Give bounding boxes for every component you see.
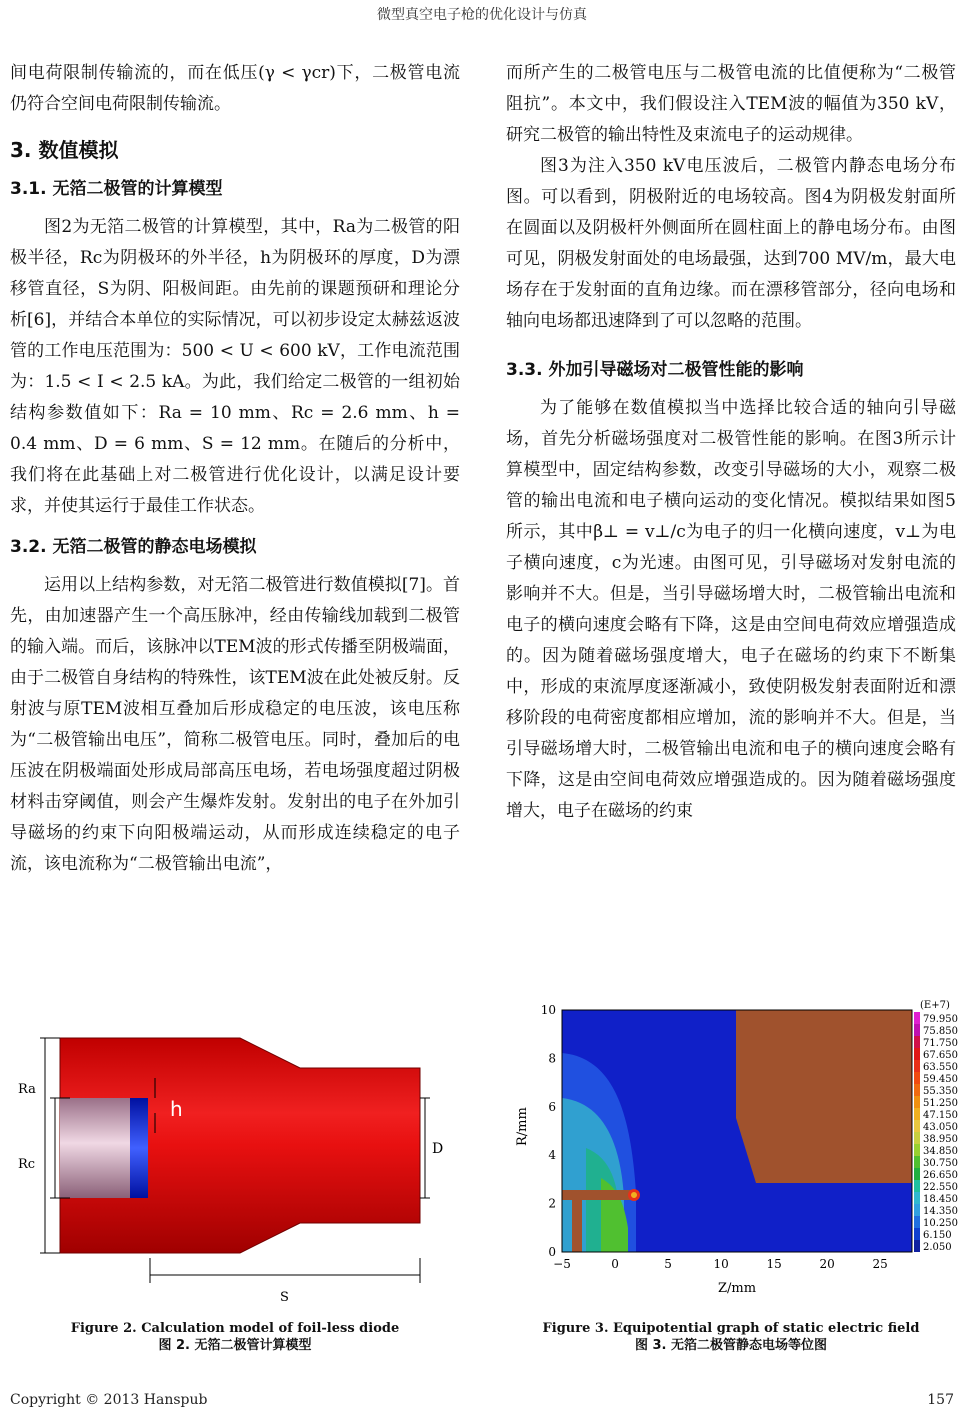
scale-value: 55.350 bbox=[923, 1086, 958, 1097]
left-column bbox=[10, 58, 460, 880]
running-header: 微型真空电子枪的优化设计与仿真 bbox=[377, 7, 587, 23]
scale-value: 34.850 bbox=[923, 1146, 958, 1157]
paragraph: 图3为注入350 kV电压波后，二极管内静态电场分布图。可以看到，阴极附近的电场较高。图4为阴极发射面所在圆面以及阴极杆外侧面所在圆柱面上的静电场分布。由图可见，阴极发射面处的电场最强，达到700 MV/m，最大电场存在于发射面的直角边缘。而在漂移管部分，径向电场和轴向电场都迅速降到了可以忽略的范围。 bbox=[506, 156, 956, 331]
scale-swatch bbox=[914, 1168, 920, 1180]
right-column bbox=[506, 58, 956, 827]
scale-value: 63.550 bbox=[923, 1062, 958, 1073]
x-axis-label: Z/mm bbox=[718, 1281, 757, 1296]
subsection-heading: 3.1. 无箔二极管的计算模型 bbox=[10, 179, 223, 199]
figure-3-caption-en: Figure 3. Equipotential graph of static electric field bbox=[542, 1321, 920, 1336]
scale-swatch bbox=[914, 1144, 920, 1156]
y-tick-label: 8 bbox=[548, 1051, 556, 1066]
figure-2-caption bbox=[10, 1320, 460, 1354]
scale-swatch bbox=[914, 1084, 920, 1096]
paragraph: 而所产生的二极管电压与二极管电流的比值便称为“二极管阻抗”。本文中，我们假设注入TEM波的幅值为350 kV，研究二极管的输出特性及束流电子的运动规律。 bbox=[506, 63, 956, 145]
scale-value: 79.950 bbox=[923, 1014, 958, 1025]
x-tick-label: −5 bbox=[553, 1257, 571, 1271]
scale-value: 22.550 bbox=[923, 1182, 958, 1193]
section-heading: 3. 数值模拟 bbox=[10, 138, 119, 162]
label-s: S bbox=[280, 1290, 289, 1305]
figure-2-caption-en: Figure 2. Calculation model of foil-less diode bbox=[70, 1321, 400, 1336]
y-axis-label: R/mm bbox=[515, 1107, 530, 1146]
x-tick-label: 20 bbox=[819, 1257, 835, 1271]
subsection-heading: 3.2. 无箔二极管的静态电场模拟 bbox=[10, 537, 257, 557]
scale-swatch bbox=[914, 1072, 920, 1084]
scale-value: 6.150 bbox=[923, 1230, 952, 1241]
y-tick-label: 6 bbox=[548, 1099, 556, 1114]
scale-swatch bbox=[914, 1192, 920, 1204]
scale-swatch bbox=[914, 1240, 920, 1252]
scale-swatch bbox=[914, 1036, 920, 1048]
scale-value: 38.950 bbox=[923, 1134, 958, 1145]
x-tick-label: 10 bbox=[713, 1257, 729, 1271]
scale-swatch bbox=[914, 1204, 920, 1216]
figure-2-diode-model bbox=[10, 1018, 460, 1308]
scale-swatch bbox=[914, 1012, 920, 1024]
y-tick-label: 10 bbox=[540, 1003, 556, 1017]
scale-swatch bbox=[914, 1132, 920, 1144]
scale-swatch bbox=[914, 1120, 920, 1132]
x-tick-label: 0 bbox=[611, 1257, 619, 1271]
scale-value: 43.050 bbox=[923, 1122, 958, 1133]
x-tick-label: 5 bbox=[664, 1257, 672, 1271]
scale-swatch bbox=[914, 1216, 920, 1228]
figure-3-potential-plot bbox=[506, 998, 964, 1308]
scale-swatch bbox=[914, 1096, 920, 1108]
scale-value: 59.450 bbox=[923, 1074, 958, 1085]
scale-value: 14.350 bbox=[923, 1206, 958, 1217]
scale-swatch bbox=[914, 1108, 920, 1120]
label-h: h bbox=[170, 1097, 183, 1121]
scale-value: 75.850 bbox=[923, 1026, 958, 1037]
scale-value: 26.650 bbox=[923, 1170, 958, 1181]
scale-title: (E+7) bbox=[920, 1000, 950, 1011]
scale-value: 10.250 bbox=[923, 1218, 958, 1229]
paragraph: 间电荷限制传输流的，而在低压(γ < γcr)下，二极管电流仍符合空间电荷限制传输流。 bbox=[10, 63, 460, 114]
y-tick-label: 2 bbox=[548, 1196, 556, 1211]
label-d: D bbox=[432, 1141, 444, 1157]
x-tick-label: 25 bbox=[872, 1257, 888, 1271]
figure-3-caption-cn: 图 3. 无箔二极管静态电场等位图 bbox=[634, 1338, 828, 1353]
scale-swatch bbox=[914, 1228, 920, 1240]
subsection-heading: 3.3. 外加引导磁场对二极管性能的影响 bbox=[506, 360, 804, 380]
scale-value: 67.650 bbox=[923, 1050, 958, 1061]
scale-swatch bbox=[914, 1024, 920, 1036]
scale-swatch bbox=[914, 1156, 920, 1168]
scale-value: 2.050 bbox=[923, 1242, 952, 1253]
scale-value: 30.750 bbox=[923, 1158, 958, 1169]
paragraph: 为了能够在数值模拟当中选择比较合适的轴向引导磁场，首先分析磁场强度对二极管性能的影响。在图3所示计算模型中，固定结构参数，改变引导磁场的大小，观察二极管的输出电流和电子横向运动的变化情况。模拟结果如图5所示，其中β⊥ = v⊥/c为电子的归一化横向速度，v⊥为电子横向速度，c为光速。由图可见，引导磁场对发射电流的影响并不大。但是，当引导磁场增大时，二极管输出电流和电子的横向速度会略有下降，这是由空间电荷效应增强造成的。因为随着磁场强度增大，电子在磁场的约束下不断集中，形成的束流厚度逐渐减小，致使阴极发射表面附近和漂移阶段的电荷密度都相应增加，流的影响并不大。但是，当引导磁场增大时，二极管输出电流和电子的横向速度会略有下降，这是由空间电荷效应增强造成的。因为随着磁场强度增大，电子在磁场的约束 bbox=[506, 398, 956, 821]
scale-swatch bbox=[914, 1048, 920, 1060]
scale-value: 71.750 bbox=[923, 1038, 958, 1049]
scale-swatch bbox=[914, 1060, 920, 1072]
figure-2-caption-cn: 图 2. 无箔二极管计算模型 bbox=[158, 1338, 312, 1353]
paragraph: 运用以上结构参数，对无箔二极管进行数值模拟[7]。首先，由加速器产生一个高压脉冲，经由传输线加载到二极管的输入端。而后，该脉冲以TEM波的形式传播至阴极端面，由于二极管自身结构的特殊性，该TEM波在此处被反射。反射波与原TEM波相互叠加后形成稳定的电压波，该电压称为“二极管输出电压”，简称二极管电压。同时，叠加后的电压波在阴极端面处形成局部高压电场，若电场强度超过阴极材料击穿阈值，则会产生爆炸发射。发射出的电子在外加引导磁场的约束下向阳极端运动，从而形成连续稳定的电子流，该电流称为“二极管输出电流”， bbox=[10, 575, 460, 874]
scale-swatch bbox=[914, 1180, 920, 1192]
scale-value: 51.250 bbox=[923, 1098, 958, 1109]
y-tick-label: 4 bbox=[548, 1148, 556, 1163]
scale-value: 47.150 bbox=[923, 1110, 958, 1121]
x-tick-label: 15 bbox=[766, 1257, 782, 1271]
label-rc: Rc bbox=[18, 1157, 36, 1172]
scale-value: 18.450 bbox=[923, 1194, 958, 1205]
y-tick-label: 0 bbox=[548, 1245, 556, 1259]
figure-3-caption bbox=[506, 1320, 956, 1354]
paragraph: 图2为无箔二极管的计算模型，其中，Ra为二极管的阳极半径，Rc为阴极环的外半径，h为阴极环的厚度，D为漂移管直径，S为阴、阳极间距。由先前的课题预研和理论分析[6]，并结合本单位的实际情况，可以初步设定太赫兹返波管的工作电压范围为：500 < U < 600 kV，工作电流范围为：1.5 < I < 2.5 kA。为此，我们给定二极管的一组初始结构参数值如下：Ra = 10 mm、Rc = 2.6 mm、h = 0.4 mm、D = 6 mm、S = 12 mm。在随后的分析中，我们将在此基础上对二极管进行优化设计，以满足设计要求，并使其运行于最佳工作状态。 bbox=[10, 217, 460, 516]
label-ra: Ra bbox=[18, 1082, 36, 1097]
footer-copyright: Copyright © 2013 Hanspub bbox=[10, 1392, 208, 1408]
footer-page-number: 157 bbox=[927, 1392, 954, 1408]
